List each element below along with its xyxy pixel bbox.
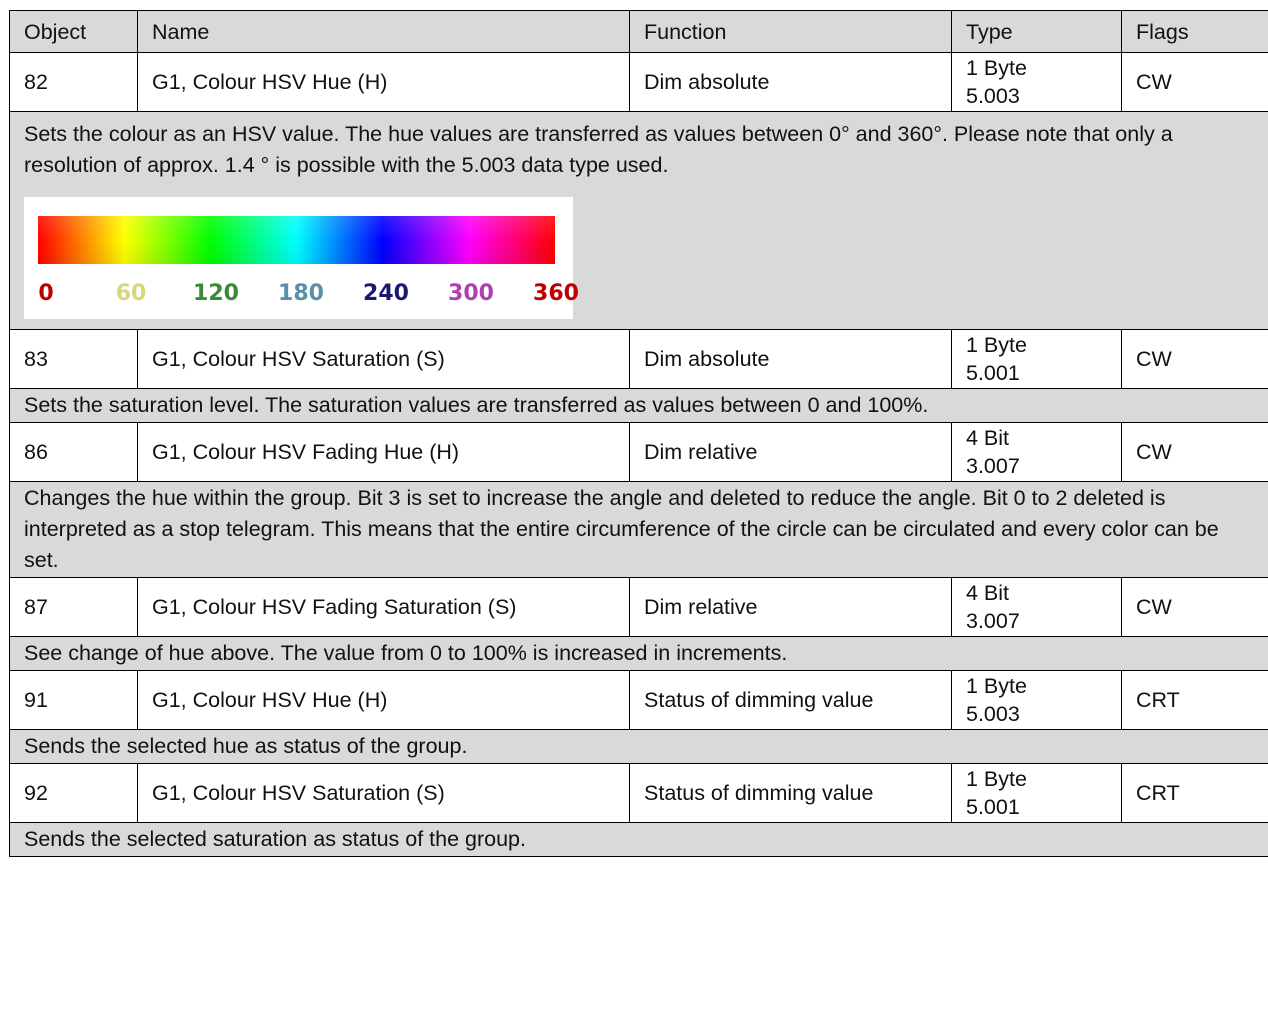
description-row bbox=[10, 389, 1268, 423]
description-cell bbox=[10, 823, 1268, 857]
column-header-flags: Flags bbox=[1122, 11, 1268, 53]
object-row bbox=[10, 330, 1268, 389]
object-type-size: 1 Byte bbox=[966, 767, 1027, 791]
object-flags: CW bbox=[1122, 423, 1268, 482]
table-header-row bbox=[10, 11, 1268, 53]
object-type-size: 1 Byte bbox=[966, 56, 1027, 80]
object-flags: CW bbox=[1122, 330, 1268, 389]
object-type bbox=[952, 671, 1122, 730]
object-flags: CRT bbox=[1122, 671, 1268, 730]
object-type bbox=[952, 423, 1122, 482]
object-type-size: 4 Bit bbox=[966, 581, 1010, 605]
object-number: 91 bbox=[10, 671, 138, 730]
column-header-function: Function bbox=[630, 11, 952, 53]
column-header-name: Name bbox=[138, 11, 630, 53]
object-row bbox=[10, 764, 1268, 823]
object-number: 83 bbox=[10, 330, 138, 389]
object-function: Dim absolute bbox=[630, 330, 952, 389]
description-row bbox=[10, 823, 1268, 857]
description-row bbox=[10, 637, 1268, 671]
object-type-size: 1 Byte bbox=[966, 674, 1027, 698]
object-type-dpt: 5.003 bbox=[966, 702, 1020, 726]
column-header-object: Object bbox=[10, 11, 138, 53]
hue-scale-ticks bbox=[24, 280, 579, 310]
object-type bbox=[952, 578, 1122, 637]
object-row bbox=[10, 423, 1268, 482]
object-function: Status of dimming value bbox=[630, 671, 952, 730]
object-type-dpt: 3.007 bbox=[966, 609, 1020, 633]
hue-tick-label: 360 bbox=[533, 281, 579, 306]
object-function: Dim relative bbox=[630, 423, 952, 482]
object-type-dpt: 3.007 bbox=[966, 454, 1020, 478]
object-type-size: 1 Byte bbox=[966, 333, 1027, 357]
description-cell bbox=[10, 389, 1268, 423]
object-row bbox=[10, 53, 1268, 112]
object-type-dpt: 5.003 bbox=[966, 84, 1020, 108]
object-name: G1, Colour HSV Saturation (S) bbox=[138, 330, 630, 389]
object-type bbox=[952, 53, 1122, 112]
hue-scale-image bbox=[24, 197, 579, 319]
object-row bbox=[10, 671, 1268, 730]
object-name: G1, Colour HSV Saturation (S) bbox=[138, 764, 630, 823]
description-row bbox=[10, 730, 1268, 764]
object-row bbox=[10, 578, 1268, 637]
object-type-dpt: 5.001 bbox=[966, 795, 1020, 819]
object-type bbox=[952, 764, 1122, 823]
description-cell bbox=[10, 112, 1268, 330]
hue-tick-label: 180 bbox=[278, 281, 324, 306]
object-flags: CW bbox=[1122, 53, 1268, 112]
description-cell bbox=[10, 482, 1268, 578]
description-row bbox=[10, 112, 1268, 330]
communication-objects-table bbox=[9, 10, 1268, 857]
object-type-dpt: 5.001 bbox=[966, 361, 1020, 385]
description-cell bbox=[10, 730, 1268, 764]
object-description: Sends the selected hue as status of the group. bbox=[24, 734, 468, 758]
object-flags: CRT bbox=[1122, 764, 1268, 823]
object-name: G1, Colour HSV Hue (H) bbox=[138, 53, 630, 112]
hue-tick-label: 60 bbox=[115, 281, 147, 306]
object-description: Changes the hue within the group. Bit 3 is set to increase the angle and deleted to reduce the angle. Bit 0 to 2 deleted is interpreted as a stop telegram. This means that the entire circumference of the circle can be circulated and every color can be set. bbox=[24, 486, 1219, 572]
object-description: Sets the colour as an HSV value. The hue values are transferred as values between 0° and 360°. Please note that only a resolution of approx. 1.4 ° is possible with the 5.003 data type used. bbox=[24, 122, 1173, 177]
description-cell bbox=[10, 637, 1268, 671]
object-description: See change of hue above. The value from 0 to 100% is increased in increments. bbox=[24, 641, 788, 665]
object-number: 86 bbox=[10, 423, 138, 482]
column-header-type: Type bbox=[952, 11, 1122, 53]
object-number: 82 bbox=[10, 53, 138, 112]
hue-tick-label: 240 bbox=[363, 281, 409, 306]
hue-gradient-bar bbox=[38, 216, 555, 264]
object-description: Sends the selected saturation as status of the group. bbox=[24, 827, 526, 851]
object-number: 92 bbox=[10, 764, 138, 823]
object-function: Dim relative bbox=[630, 578, 952, 637]
object-name: G1, Colour HSV Fading Saturation (S) bbox=[138, 578, 630, 637]
object-type-size: 4 Bit bbox=[966, 426, 1010, 450]
object-flags: CW bbox=[1122, 578, 1268, 637]
hue-tick-label: 120 bbox=[193, 281, 239, 306]
object-number: 87 bbox=[10, 578, 138, 637]
object-function: Dim absolute bbox=[630, 53, 952, 112]
hue-tick-label: 0 bbox=[38, 281, 54, 306]
object-description: Sets the saturation level. The saturation values are transferred as values between 0 and 100%. bbox=[24, 393, 929, 417]
description-row bbox=[10, 482, 1268, 578]
object-function: Status of dimming value bbox=[630, 764, 952, 823]
object-type bbox=[952, 330, 1122, 389]
hue-tick-label: 300 bbox=[448, 281, 494, 306]
object-name: G1, Colour HSV Fading Hue (H) bbox=[138, 423, 630, 482]
object-name: G1, Colour HSV Hue (H) bbox=[138, 671, 630, 730]
